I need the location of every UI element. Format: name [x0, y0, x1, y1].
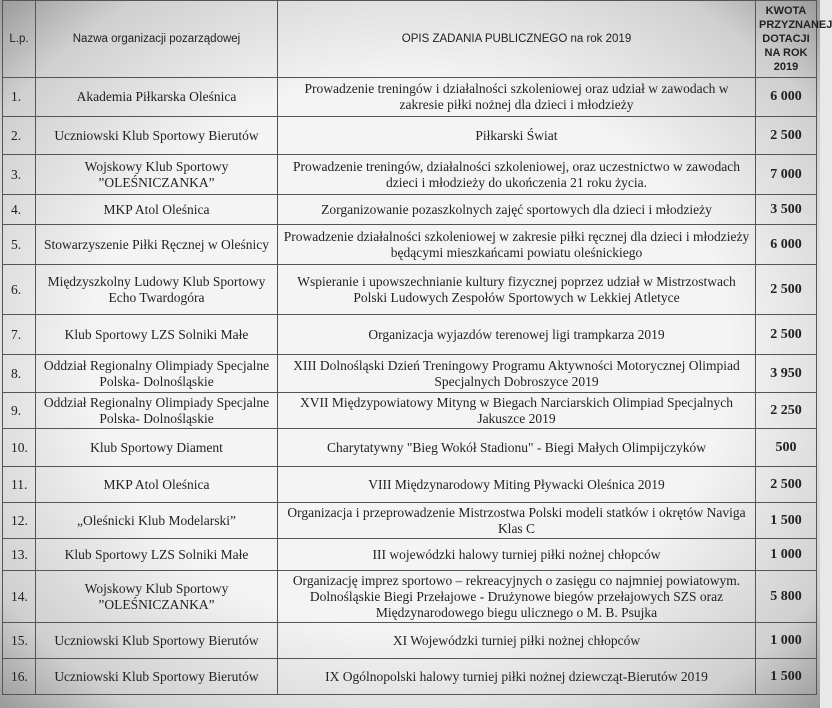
row-org: Wojskowy Klub Sportowy ”OLEŚNICZANKA” [36, 571, 278, 623]
row-org: „Oleśnicki Klub Modelarski” [36, 503, 278, 539]
table-row [3, 623, 817, 659]
grants-table [2, 0, 832, 695]
table-row [3, 117, 817, 155]
row-amount: 1 000 [756, 539, 817, 571]
row-amount: 500 [756, 429, 817, 467]
row-task: Charytatywny "Bieg Wokół Stadionu" - Biegi Małych Olimpijczyków [278, 429, 756, 467]
row-org: Oddział Regionalny Olimpiady Specjalne Polska- Dolnośląskie [36, 393, 278, 429]
row-lp: 9. [3, 393, 36, 429]
row-lp: 13. [3, 539, 36, 571]
header-org: Nazwa organizacji pozarządowej [36, 1, 278, 78]
table-row [3, 355, 817, 393]
row-org: Uczniowski Klub Sportowy Bierutów [36, 659, 278, 695]
row-amount: 2 500 [756, 265, 817, 315]
row-org: Klub Sportowy Diament [36, 429, 278, 467]
row-lp: 1. [3, 78, 36, 117]
row-org: Stowarzyszenie Piłki Ręcznej w Oleśnicy [36, 225, 278, 265]
table-row [3, 225, 817, 265]
row-org: MKP Atol Oleśnica [36, 467, 278, 503]
row-org: Uczniowski Klub Sportowy Bierutów [36, 117, 278, 155]
table-row [3, 429, 817, 467]
row-task: Prowadzenie treningów i działalności szkoleniowej oraz udział w zawodach w zakresie piłki nożnej dla dzieci i młodzieży [278, 78, 756, 117]
row-task: Prowadzenie treningów, działalności szkoleniowej, oraz uczestnictwo w zawodach dzieci i młodzieży do ukończenia 21 roku życia. [278, 155, 756, 195]
row-task: XVII Międzypowiatowy Mityng w Biegach Narciarskich Olimpiad Specjalnych Jakuszce 2019 [278, 393, 756, 429]
header-task: OPIS ZADANIA PUBLICZNEGO na rok 2019 [278, 1, 756, 78]
row-lp: 11. [3, 467, 36, 503]
table-header-row [3, 1, 817, 78]
row-task: Piłkarski Świat [278, 117, 756, 155]
row-amount: 7 000 [756, 155, 817, 195]
row-org: Klub Sportowy LZS Solniki Małe [36, 539, 278, 571]
row-task: XIII Dolnośląski Dzień Treningowy Programu Aktywności Motorycznej Olimpiad Specjalnych Dobroszyce 2019 [278, 355, 756, 393]
row-org: MKP Atol Oleśnica [36, 195, 278, 225]
row-org: Akademia Piłkarska Oleśnica [36, 78, 278, 117]
row-lp: 7. [3, 315, 36, 355]
table-row [3, 659, 817, 695]
table-row [3, 78, 817, 117]
table-row [3, 195, 817, 225]
row-amount: 2 250 [756, 393, 817, 429]
row-amount: 1 500 [756, 503, 817, 539]
row-amount: 3 950 [756, 355, 817, 393]
table-row [3, 265, 817, 315]
row-amount: 3 500 [756, 195, 817, 225]
row-task: Organizacja i przeprowadzenie Mistrzostwa Polski modeli statków i okrętów Naviga Klas C [278, 503, 756, 539]
row-org: Międzyszkolny Ludowy Klub Sportowy Echo Twardogóra [36, 265, 278, 315]
table-row [3, 467, 817, 503]
header-lp: L.p. [3, 1, 36, 78]
row-org: Oddział Regionalny Olimpiady Specjalne Polska- Dolnośląskie [36, 355, 278, 393]
row-task: IX Ogólnopolski halowy turniej piłki nożnej dziewcząt-Bierutów 2019 [278, 659, 756, 695]
row-task: Organizacja wyjazdów terenowej ligi trampkarza 2019 [278, 315, 756, 355]
row-task: XI Wojewódzki turniej piłki nożnej chłopców [278, 623, 756, 659]
table-row [3, 155, 817, 195]
table-row [3, 503, 817, 539]
row-task: Wspieranie i upowszechnianie kultury fizycznej poprzez udział w Mistrzostwach Polski Ludowych Zespołów Sportowych w Lekkiej Atletyce [278, 265, 756, 315]
row-lp: 8. [3, 355, 36, 393]
table-row [3, 315, 817, 355]
row-task: Organizację imprez sportowo – rekreacyjnych o zasięgu co najmniej powiatowym. Dolnośląskie Biegi Przełajowe - Drużynowe biegów przełajowych SZS oraz Międzynarodowego biegu ulicznego o M. B. Psujka [278, 571, 756, 623]
table-row [3, 571, 817, 623]
row-task: III wojewódzki halowy turniej piłki nożnej chłopców [278, 539, 756, 571]
row-task: Prowadzenie działalności szkoleniowej w zakresie piłki ręcznej dla dzieci i młodzieży będącymi mieszkańcami powiatu oleśnickiego [278, 225, 756, 265]
row-org: Wojskowy Klub Sportowy ”OLEŚNICZANKA” [36, 155, 278, 195]
row-amount: 1 500 [756, 659, 817, 695]
row-task: Zorganizowanie pozaszkolnych zajęć sportowych dla dzieci i młodzieży [278, 195, 756, 225]
table-row [3, 393, 817, 429]
row-amount: 6 000 [756, 225, 817, 265]
row-lp: 12. [3, 503, 36, 539]
row-lp: 16. [3, 659, 36, 695]
row-amount: 5 800 [756, 571, 817, 623]
row-amount: 6 000 [756, 78, 817, 117]
row-lp: 5. [3, 225, 36, 265]
row-lp: 15. [3, 623, 36, 659]
row-lp: 6. [3, 265, 36, 315]
table-row [3, 539, 817, 571]
row-amount: 1 000 [756, 623, 817, 659]
row-lp: 3. [3, 155, 36, 195]
row-amount: 2 500 [756, 315, 817, 355]
row-lp: 4. [3, 195, 36, 225]
row-task: VIII Międzynarodowy Miting Pływacki Oleśnica 2019 [278, 467, 756, 503]
row-lp: 10. [3, 429, 36, 467]
header-amount: KWOTA PRZYZNANEJ DOTACJI NA ROK 2019 [756, 1, 817, 78]
row-org: Uczniowski Klub Sportowy Bierutów [36, 623, 278, 659]
row-amount: 2 500 [756, 117, 817, 155]
row-amount: 2 500 [756, 467, 817, 503]
row-org: Klub Sportowy LZS Solniki Małe [36, 315, 278, 355]
row-lp: 14. [3, 571, 36, 623]
row-lp: 2. [3, 117, 36, 155]
